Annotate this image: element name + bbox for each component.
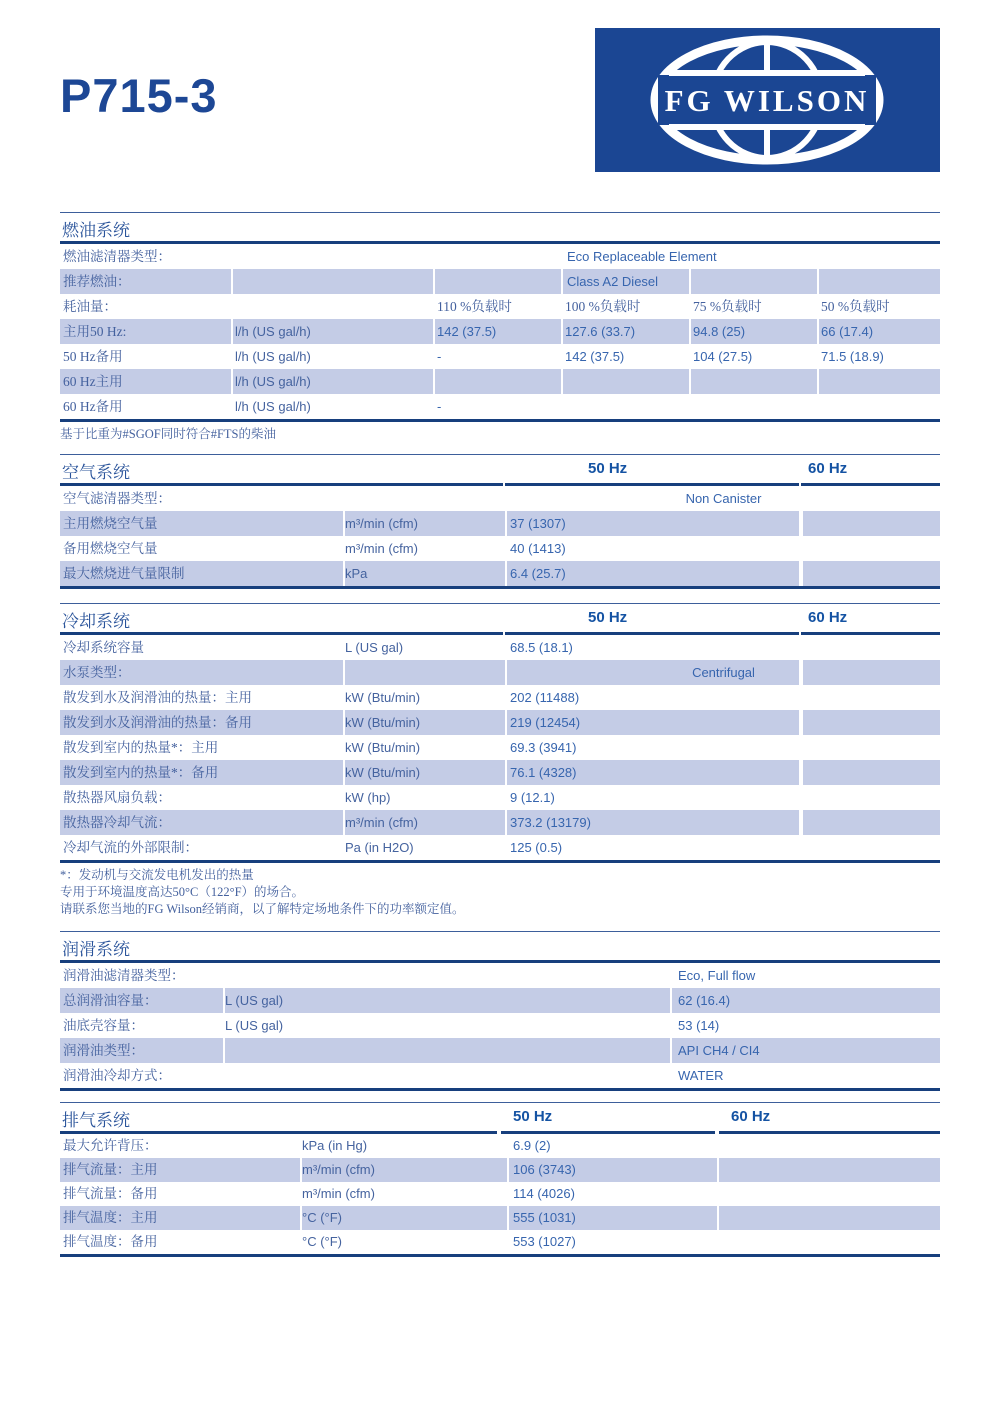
footnote-line: 专用于环境温度高达50°C（122°F）的场合。 bbox=[60, 885, 305, 899]
row-value: 114 (4026) bbox=[513, 1186, 575, 1201]
section-exhaust bbox=[60, 1102, 940, 1257]
row-unit: l/h (US gal/h) bbox=[235, 374, 311, 389]
row-label: 最大燃烧进气量限制 bbox=[63, 566, 185, 581]
table-row bbox=[60, 1158, 940, 1182]
row-value: 142 (37.5) bbox=[437, 324, 497, 339]
row-value: 68.5 (18.1) bbox=[510, 640, 573, 655]
row-shading bbox=[345, 561, 505, 586]
row-label: 排气流量：备用 bbox=[63, 1186, 158, 1201]
row-label: 耗油量： bbox=[63, 299, 117, 314]
section-bottom-rule bbox=[60, 586, 940, 589]
table-row bbox=[60, 1013, 940, 1038]
row-value: 553 (1027) bbox=[513, 1234, 576, 1249]
spec-sections bbox=[60, 212, 940, 1257]
row-unit: °C (°F) bbox=[302, 1210, 342, 1225]
row-span-value: Non Canister bbox=[685, 491, 762, 506]
table-row bbox=[60, 660, 940, 685]
table-row bbox=[60, 635, 940, 660]
table-row bbox=[60, 710, 940, 735]
row-value: 219 (12454) bbox=[510, 715, 581, 730]
section-cooling bbox=[60, 603, 940, 918]
row-unit: L (US gal) bbox=[345, 640, 404, 655]
table-row bbox=[60, 244, 940, 269]
row-label: 排气温度：备用 bbox=[63, 1234, 158, 1249]
table-row bbox=[60, 760, 940, 785]
row-unit: m³/min (cfm) bbox=[345, 541, 418, 556]
section-header bbox=[60, 1103, 940, 1131]
footnote-line: *：发动机与交流发电机发出的热量 bbox=[60, 868, 254, 882]
table-row bbox=[60, 1063, 940, 1088]
row-label: 润滑油类型： bbox=[63, 1043, 144, 1058]
page-header bbox=[60, 0, 940, 212]
row-label: 燃油滤清器类型： bbox=[63, 249, 171, 264]
row-label: 油底壳容量： bbox=[63, 1018, 144, 1033]
hz-column-header: 60 Hz bbox=[731, 1108, 771, 1125]
row-unit: L (US gal) bbox=[225, 1018, 284, 1033]
row-value: 127.6 (33.7) bbox=[565, 324, 636, 339]
row-value: 69.3 (3941) bbox=[510, 740, 577, 755]
row-label: 推荐燃油： bbox=[63, 274, 131, 289]
row-shading bbox=[563, 369, 689, 394]
row-span-value: Eco Replaceable Element bbox=[567, 249, 717, 264]
row-label: 空气滤清器类型： bbox=[63, 491, 171, 506]
row-shading bbox=[803, 561, 940, 586]
section-fuel bbox=[60, 212, 940, 443]
section-header bbox=[60, 604, 940, 632]
section-title: 冷却系统 bbox=[62, 612, 130, 631]
table-row bbox=[60, 1182, 940, 1206]
row-value: Eco, Full flow bbox=[678, 968, 756, 983]
section-header bbox=[60, 932, 940, 960]
hz-column-header: 60 Hz bbox=[808, 460, 848, 477]
row-label: 最大允许背压： bbox=[63, 1138, 158, 1153]
row-label: 主用50 Hz: bbox=[63, 324, 127, 339]
rule-segment bbox=[60, 419, 940, 422]
row-unit: kW (Btu/min) bbox=[345, 740, 421, 755]
load-column-header: 75 %负载时 bbox=[693, 299, 762, 314]
table-row bbox=[60, 963, 940, 988]
row-value: 9 (12.1) bbox=[510, 790, 555, 805]
row-shading bbox=[225, 1038, 670, 1063]
row-shading bbox=[233, 269, 433, 294]
section-bottom-rule bbox=[60, 1254, 940, 1257]
row-unit: L (US gal) bbox=[225, 993, 284, 1008]
section-air bbox=[60, 454, 940, 589]
table-row bbox=[60, 561, 940, 586]
rule-segment bbox=[60, 586, 940, 589]
row-label: 散发到水及润滑油的热量：备用 bbox=[63, 715, 252, 730]
row-value: 37 (1307) bbox=[510, 516, 566, 531]
row-unit: kPa (in Hg) bbox=[302, 1138, 368, 1153]
row-shading bbox=[803, 511, 940, 536]
rule-segment bbox=[60, 1088, 940, 1091]
table-row bbox=[60, 269, 940, 294]
row-label: 50 Hz备用 bbox=[63, 349, 123, 364]
table-row bbox=[60, 785, 940, 810]
row-shading bbox=[691, 369, 817, 394]
row-unit: kPa bbox=[345, 566, 368, 581]
row-label: 排气流量：主用 bbox=[63, 1162, 158, 1177]
row-unit: kW (Btu/min) bbox=[345, 715, 421, 730]
row-value: 6.9 (2) bbox=[513, 1138, 551, 1153]
datasheet-page bbox=[60, 0, 940, 1257]
row-unit: l/h (US gal/h) bbox=[235, 349, 311, 364]
hz-column-header: 60 Hz bbox=[808, 609, 848, 626]
load-column-header: 50 %负载时 bbox=[821, 299, 890, 314]
section-title: 空气系统 bbox=[62, 463, 130, 482]
row-value: 76.1 (4328) bbox=[510, 765, 577, 780]
row-value: 142 (37.5) bbox=[565, 349, 625, 364]
table-row bbox=[60, 1230, 940, 1254]
section-bottom-rule bbox=[60, 1088, 940, 1091]
load-column-header: 100 %负载时 bbox=[565, 299, 641, 314]
table-row bbox=[60, 536, 940, 561]
row-value: - bbox=[437, 349, 442, 364]
section-bottom-rule bbox=[60, 860, 940, 863]
row-label: 散发到水及润滑油的热量：主用 bbox=[63, 690, 252, 705]
product-code: P715-3 bbox=[60, 69, 218, 122]
hz-column-header: 50 Hz bbox=[588, 609, 628, 626]
row-unit: Pa (in H2O) bbox=[345, 840, 414, 855]
hz-column-header: 50 Hz bbox=[513, 1108, 553, 1125]
section-header bbox=[60, 213, 940, 241]
section-bottom-rule bbox=[60, 419, 940, 422]
rule-segment bbox=[60, 860, 940, 863]
load-column-header: 110 %负载时 bbox=[437, 299, 512, 314]
table-row bbox=[60, 1206, 940, 1230]
row-value: 40 (1413) bbox=[510, 541, 566, 556]
section-header bbox=[60, 455, 940, 483]
row-unit: °C (°F) bbox=[302, 1234, 342, 1249]
row-shading bbox=[435, 369, 561, 394]
row-label: 散发到室内的热量*：备用 bbox=[63, 765, 219, 780]
row-span-value: Class A2 Diesel bbox=[567, 274, 659, 289]
brand-text: FG WILSON bbox=[664, 83, 870, 118]
table-row bbox=[60, 1038, 940, 1063]
row-unit: m³/min (cfm) bbox=[345, 516, 418, 531]
section-lube bbox=[60, 931, 940, 1091]
row-label: 散发到室内的热量*：主用 bbox=[63, 740, 219, 755]
row-shading bbox=[803, 810, 940, 835]
row-shading bbox=[719, 1206, 940, 1230]
row-shading bbox=[719, 1158, 940, 1182]
row-value: 53 (14) bbox=[678, 1018, 720, 1033]
row-shading bbox=[819, 269, 940, 294]
row-shading bbox=[803, 710, 940, 735]
row-value: API CH4 / CI4 bbox=[678, 1043, 760, 1058]
table-row bbox=[60, 294, 940, 319]
row-label: 60 Hz主用 bbox=[63, 374, 123, 389]
row-unit: m³/min (cfm) bbox=[302, 1162, 375, 1177]
row-value: - bbox=[437, 399, 442, 414]
row-label: 散热器冷却气流： bbox=[63, 815, 171, 830]
footnote-line: 请联系您当地的FG Wilson经销商，以了解特定场地条件下的功率额定值。 bbox=[60, 902, 465, 916]
row-shading bbox=[435, 269, 561, 294]
row-label: 散热器风扇负载： bbox=[63, 790, 171, 805]
section-footnotes bbox=[60, 422, 940, 443]
table-row bbox=[60, 810, 940, 835]
row-unit: m³/min (cfm) bbox=[302, 1186, 375, 1201]
row-label: 润滑油冷却方式： bbox=[63, 1068, 171, 1083]
row-value: 94.8 (25) bbox=[693, 324, 746, 339]
fg-wilson-logo bbox=[595, 28, 940, 172]
row-value: WATER bbox=[678, 1068, 724, 1083]
row-value: 106 (3743) bbox=[513, 1162, 576, 1177]
row-label: 60 Hz备用 bbox=[63, 399, 123, 414]
table-row bbox=[60, 344, 940, 369]
section-title: 排气系统 bbox=[62, 1111, 130, 1130]
row-unit: l/h (US gal/h) bbox=[235, 399, 311, 414]
section-footnotes bbox=[60, 863, 940, 918]
section-title: 润滑系统 bbox=[62, 940, 130, 959]
row-value: 62 (16.4) bbox=[678, 993, 731, 1008]
row-shading bbox=[819, 369, 940, 394]
row-label: 备用燃烧空气量 bbox=[63, 541, 158, 556]
row-value: 71.5 (18.9) bbox=[821, 349, 884, 364]
row-label: 总润滑油容量： bbox=[63, 993, 158, 1008]
row-unit: m³/min (cfm) bbox=[345, 815, 418, 830]
row-value: 6.4 (25.7) bbox=[510, 566, 566, 581]
table-row bbox=[60, 319, 940, 344]
row-shading bbox=[345, 660, 505, 685]
row-value: 125 (0.5) bbox=[510, 840, 563, 855]
row-value: 66 (17.4) bbox=[821, 324, 874, 339]
table-row bbox=[60, 1134, 940, 1158]
row-label: 主用燃烧空气量 bbox=[63, 516, 158, 531]
row-unit: kW (Btu/min) bbox=[345, 690, 421, 705]
row-unit: kW (Btu/min) bbox=[345, 765, 421, 780]
row-value: 555 (1031) bbox=[513, 1210, 576, 1225]
table-row bbox=[60, 685, 940, 710]
row-unit: l/h (US gal/h) bbox=[235, 324, 311, 339]
section-title: 燃油系统 bbox=[62, 221, 130, 240]
row-shading bbox=[691, 269, 817, 294]
table-row bbox=[60, 511, 940, 536]
table-row bbox=[60, 988, 940, 1013]
row-value: 373.2 (13179) bbox=[510, 815, 591, 830]
table-row bbox=[60, 369, 940, 394]
row-label: 润滑油滤清器类型： bbox=[63, 968, 185, 983]
row-label: 排气温度：主用 bbox=[63, 1210, 158, 1225]
table-row bbox=[60, 394, 940, 419]
row-label: 冷却气流的外部限制： bbox=[63, 840, 198, 855]
row-span-value: Centrifugal bbox=[692, 665, 755, 680]
hz-column-header: 50 Hz bbox=[588, 460, 628, 477]
row-shading bbox=[225, 988, 670, 1013]
rule-segment bbox=[60, 1254, 940, 1257]
footnote-line: 基于比重为#SGOF同时符合#FTS的柴油 bbox=[60, 427, 276, 441]
table-row bbox=[60, 735, 940, 760]
row-label: 冷却系统容量 bbox=[63, 640, 144, 655]
row-value: 104 (27.5) bbox=[693, 349, 753, 364]
table-row bbox=[60, 835, 940, 860]
table-row bbox=[60, 486, 940, 511]
row-label: 水泵类型： bbox=[63, 665, 131, 680]
row-unit: kW (hp) bbox=[345, 790, 391, 805]
row-value: 202 (11488) bbox=[510, 690, 580, 705]
row-shading bbox=[803, 760, 940, 785]
